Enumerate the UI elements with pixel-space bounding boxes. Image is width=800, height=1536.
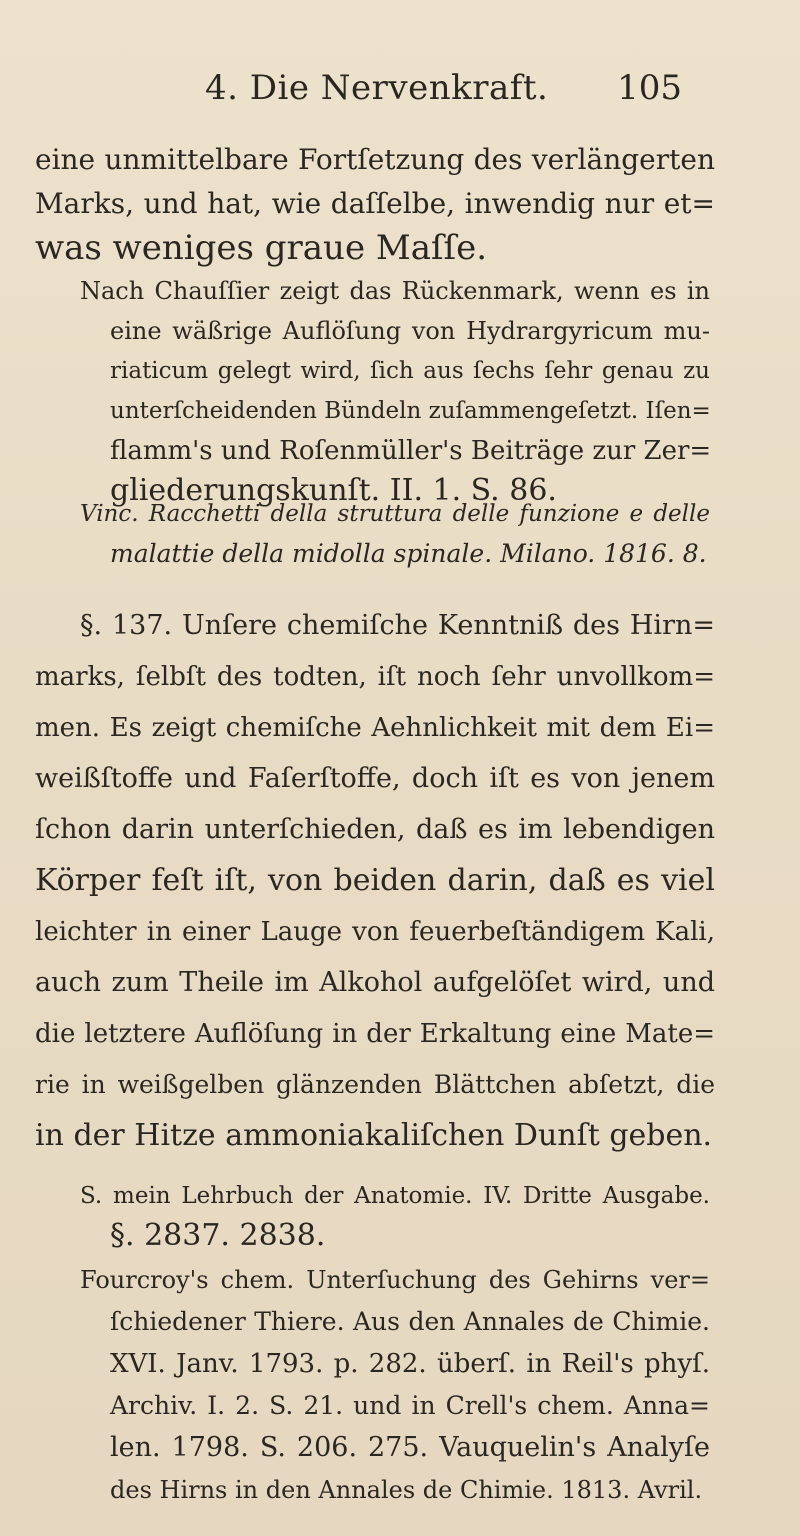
footnote-line: Nach Chauſſier zeigt das Rückenmark, wenn es in bbox=[80, 277, 710, 305]
footnote-line: XVI. Janv. 1793. p. 282. überſ. in Reil's phyſ. bbox=[110, 1349, 710, 1379]
footnote-line: unterſcheidenden Bündeln zuſammengeſetzt. Iſen= bbox=[110, 398, 711, 424]
page-number: 105 bbox=[617, 68, 682, 108]
footnote-line: S. mein Lehrbuch der Anatomie. IV. Dritte Ausgabe. bbox=[80, 1183, 710, 1209]
footnote-line: riaticum gelegt wird, ſich aus ſechs ſehr genau zu bbox=[110, 358, 710, 384]
footnote-line: ſchiedener Thiere. Aus den Annales de Chimie. bbox=[110, 1307, 710, 1336]
text-line: ſchon darin unterſchieden, daß es im lebendigen bbox=[35, 814, 715, 845]
text-line: §. 137. Unſere chemiſche Kenntniß des Hirn= bbox=[80, 610, 715, 641]
text-line: auch zum Theile im Alkohol aufgelöſet wird, und bbox=[35, 967, 715, 998]
text-line: men. Es zeigt chemiſche Aehnlichkeit mit dem Ei= bbox=[35, 713, 715, 743]
text-line: die letztere Auflöſung in der Erkaltung eine Mate= bbox=[35, 1019, 715, 1049]
footnote-line: Fourcroy's chem. Unterſuchung des Gehirns ver= bbox=[80, 1266, 710, 1294]
text-line: Körper feſt iſt, von beiden darin, daß es viel bbox=[35, 863, 715, 898]
text-line: weißſtoffe und Faſerſtoffe, doch iſt es von jenem bbox=[35, 763, 715, 794]
footnote-line: des Hirns in den Annales de Chimie. 1813. Avril. bbox=[110, 1476, 703, 1504]
footnote-line: malattie della midolla spinale. Milano. 1816. 8. bbox=[110, 539, 707, 568]
text-line: was weniges graue Maſſe. bbox=[35, 228, 488, 268]
chapter-title: 4. Die Nervenkraft. bbox=[205, 68, 549, 108]
footnote-line: len. 1798. S. 206. 275. Vauquelin's Analyſe bbox=[110, 1432, 710, 1463]
footnote-line: gliederungskunſt. II. 1. S. 86. bbox=[110, 473, 557, 508]
text-line: leichter in einer Lauge von feuerbeſtändigem Kali, bbox=[35, 917, 715, 947]
footnote-line: eine wäßrige Auflöſung von Hydrargyricum mu- bbox=[110, 317, 710, 345]
text-line: Marks, und hat, wie daſſelbe, inwendig nur et= bbox=[35, 187, 715, 220]
text-line: in der Hitze ammoniakaliſchen Dunſt geben. bbox=[35, 1118, 713, 1153]
footnote-line: flamm's und Roſenmüller's Beiträge zur Zer= bbox=[110, 436, 712, 466]
footnote-line: §. 2837. 2838. bbox=[110, 1218, 326, 1253]
text-line: eine unmittelbare Fortſetzung des verlängerten bbox=[35, 143, 715, 176]
footnote-line: Archiv. I. 2. S. 21. und in Crell's chem. Anna= bbox=[110, 1391, 710, 1420]
footnote-line: Vinc. Racchetti della struttura delle funzione e delle bbox=[80, 501, 710, 527]
text-line: marks, ſelbſt des todten, iſt noch ſehr unvollkom= bbox=[35, 662, 715, 692]
running-header bbox=[0, 68, 800, 118]
text-line: rie in weißgelben glänzenden Blättchen abſetzt, die bbox=[35, 1070, 715, 1099]
